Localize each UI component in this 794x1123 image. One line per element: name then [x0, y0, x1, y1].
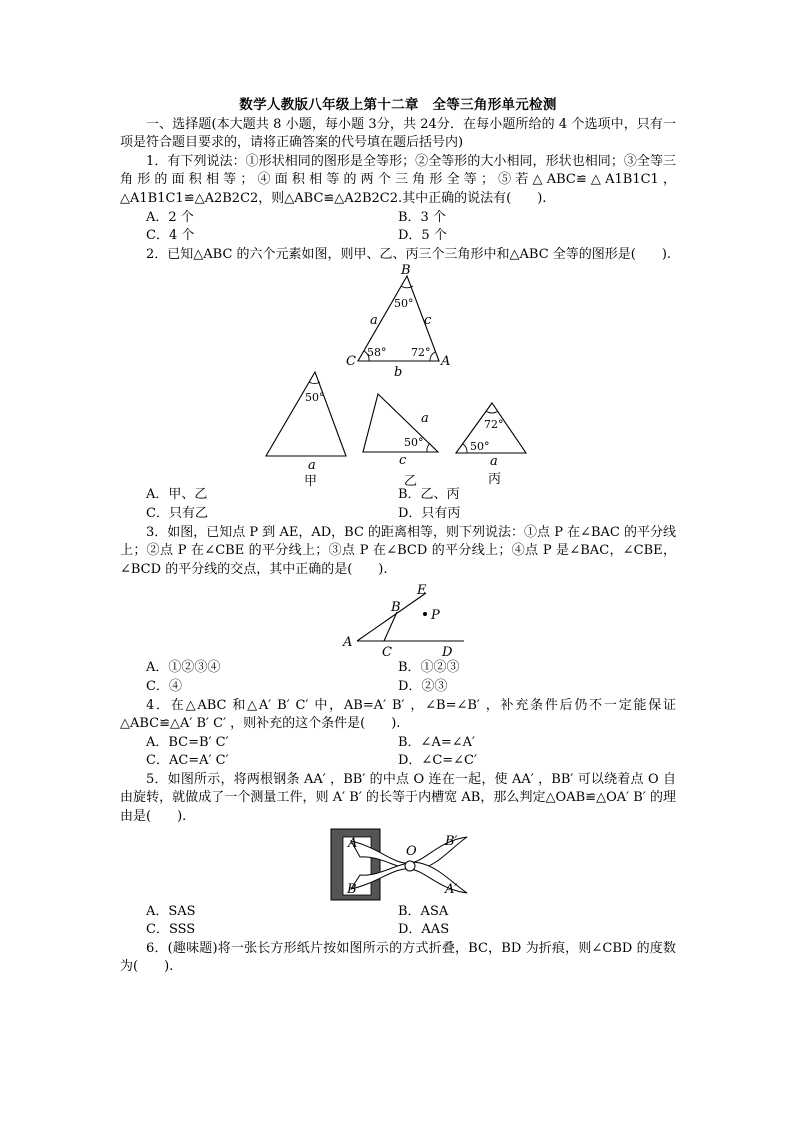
bing-angle2-label: 50°: [470, 440, 490, 454]
q5-option-b: B．ASA: [398, 903, 449, 919]
question-2: 2．已知△ABC 的六个元素如图，则甲、乙、丙三个三角形中和△ABC 全等的图形是( ).: [146, 246, 672, 262]
q2-option-d: D．只有丙: [398, 505, 461, 521]
point-p-label: P: [431, 608, 440, 624]
tool-o-label: O: [406, 843, 417, 859]
tool-a-label: A: [348, 835, 358, 851]
q3-option-a: A．①②③④: [146, 660, 221, 676]
tool-b-label: B: [347, 881, 357, 897]
vertex-c-label: C: [346, 354, 356, 370]
angle-b-label: 50°: [394, 297, 414, 311]
q3-option-d: D．②③: [398, 678, 448, 694]
point-e-label: E: [417, 583, 427, 599]
yi-angle-label: 50°: [404, 436, 424, 450]
yi-name: 乙: [404, 474, 418, 490]
side-b-label: b: [394, 365, 403, 381]
q2-options: [120, 486, 676, 523]
jia-side-label: a: [308, 458, 316, 474]
q4-options: [120, 734, 676, 771]
q2-option-c: C．只有乙: [146, 505, 208, 521]
q1-options: [120, 209, 676, 246]
question-6: 6．(趣味题)将一张长方形纸片按如图所示的方式折叠，BC，BD 为折痕，则∠CBD 的度数为( ).: [120, 940, 676, 975]
jia-name: 甲: [304, 474, 318, 490]
yi-side-a-label: a: [421, 411, 429, 427]
question-1: 1．有下列说法：①形状相同的图形是全等形；②全等形的大小相同，形状也相同；③全等三角形的面积相等；④面积相等的两个三角形全等；⑤若△ABC≌△A1B1C1，△A1B1C1≌△A2B2C2，则△ABC≌△A2B2C2.其中正确的说法有( ).: [120, 153, 676, 206]
vertex-a-label: A: [441, 354, 451, 370]
q5-option-d: D．AAS: [398, 922, 450, 938]
q4-option-c: C．AC=A′ C′: [146, 753, 229, 769]
tool-aprime-label: A′: [445, 881, 458, 897]
bing-name: 丙: [488, 472, 502, 488]
point-c-label: C: [382, 645, 392, 661]
q5-options: [120, 903, 676, 940]
q1-option-a: A．2 个: [146, 209, 194, 225]
angle-c-label: 58°: [367, 346, 387, 360]
angle-a-label: 72°: [411, 346, 431, 360]
q1-option-d: D．5 个: [398, 228, 447, 244]
side-a-label: a: [370, 313, 378, 329]
q3-options: [120, 659, 676, 696]
tool-bprime-label: B′: [445, 833, 458, 849]
bing-side-label: a: [490, 454, 498, 470]
measuring-tool-figure: [120, 827, 676, 903]
question-4: 4．在△ABC 和△A′ B′ C′ 中，AB=A′ B′ ，∠B=∠B′ ，补充条件后仍不一定能保证△ABC≌△A′ B′ C′ ，则补充的这个条件是( ).: [120, 697, 676, 732]
point-d-label: D: [442, 645, 453, 661]
vertex-b-label: B: [401, 263, 411, 279]
question-5: 5．如图所示，将两根钢条 AA′ ，BB′ 的中点 O 连在一起，使 AA′ ，BB′ 可以绕着点 O 自由旋转，就做成了一个测量工件，则 A′ B′ 的长等于内槽宽 AB，那么判定△OAB≌△OA′ B′ 的理由是( ).: [120, 771, 676, 825]
section-heading: 一、选择题(本大题共 8 小题，每小题 3分，共 24分．在每小题所给的 4 个选项中，只有一项是符合题目要求的，请将正确答案的代号填在题后括号内): [120, 116, 676, 151]
page-title: 数学人教版八年级上第十二章 全等三角形单元检测: [239, 97, 557, 113]
question-3: 3．如图，已知点 P 到 AE，AD，BC 的距离相等，则下列说法：①点 P 在∠BAC 的平分线上；②点 P 在∠CBE 的平分线上；③点 P 在∠BCD 的平分线上；④点 P 是∠BAC，∠CBE，∠BCD 的平分线的交点，其中正确的是( ).: [120, 524, 676, 577]
point-a-label: A: [343, 635, 353, 651]
q5-option-c: C．SSS: [146, 922, 196, 938]
q2-option-a: A．甲、乙: [146, 487, 208, 503]
q4-option-b: B．∠A=∠A′: [398, 734, 475, 750]
q4-option-a: A．BC=B′ C′: [146, 734, 229, 750]
q3-option-c: C．④: [146, 678, 182, 694]
point-b-label: B: [391, 600, 401, 616]
side-c-label: c: [424, 313, 432, 329]
yi-side-c-label: c: [399, 453, 407, 469]
angle-bisector-figure: [120, 579, 676, 659]
q3-option-b: B．①②③: [398, 660, 460, 676]
q4-option-d: D．∠C=∠C′: [398, 753, 477, 769]
jia-angle-label: 50°: [305, 391, 325, 405]
q1-option-c: C．4 个: [146, 228, 195, 244]
three-triangles-figure: [120, 368, 676, 490]
q1-option-b: B．3 个: [398, 209, 446, 225]
bing-angle1-label: 72°: [484, 418, 504, 432]
triangle-abc-figure: [120, 263, 676, 381]
worksheet: [120, 96, 676, 977]
q2-option-b: B．乙、丙: [398, 487, 460, 503]
q5-option-a: A．SAS: [146, 903, 196, 919]
